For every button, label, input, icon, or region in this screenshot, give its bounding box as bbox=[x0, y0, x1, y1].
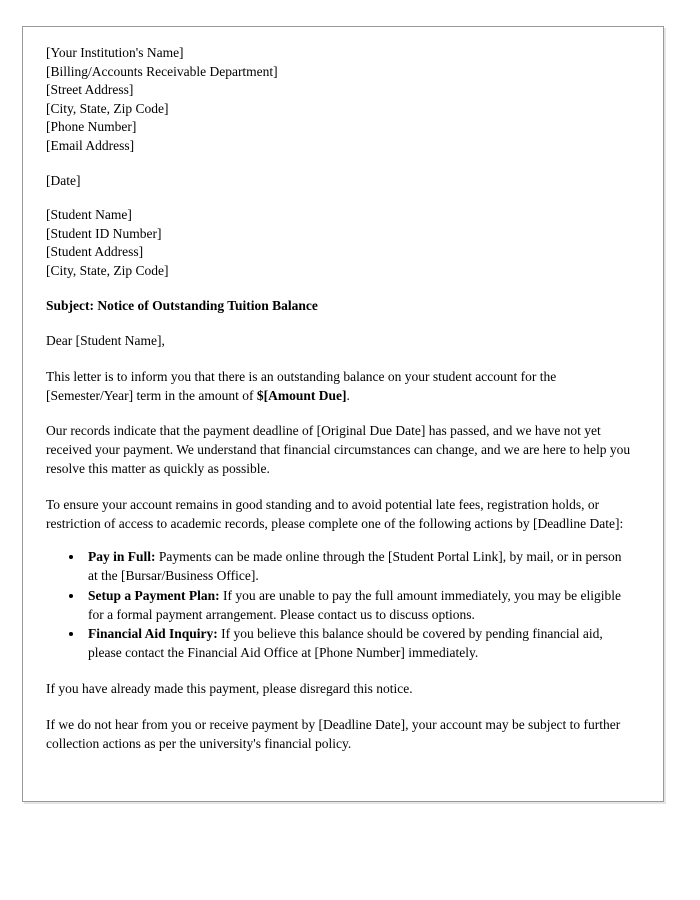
paragraph-deadline-passed: Our records indicate that the payment deadline of [Original Due Date] has passed, and we have not yet received your payment. We understand that financial circumstances can change, and we are here to help you resolve this matter as quickly as possible. bbox=[46, 423, 631, 476]
list-item bbox=[84, 548, 634, 586]
recipient-line: [City, State, Zip Code] bbox=[46, 262, 169, 278]
recipient-line: [Student Name] bbox=[46, 207, 132, 223]
sender-line: [Email Address] bbox=[46, 137, 135, 153]
paragraph-text: This letter is to inform you that there is an outstanding balance on your student account for the [Semester/Year] term in the amount of bbox=[46, 368, 557, 403]
action-label: Setup a Payment Plan: bbox=[88, 587, 220, 603]
paragraph-disregard-notice: If you have already made this payment, please disregard this notice. bbox=[46, 681, 413, 697]
recipient-line: [Student ID Number] bbox=[46, 225, 162, 241]
sender-line: [Billing/Accounts Receivable Department] bbox=[46, 63, 278, 79]
spacer bbox=[46, 190, 634, 206]
spacer bbox=[46, 156, 634, 172]
action-text: If you believe this balance should be covered by pending financial aid, please contact the Financial Aid Office at [Phone Number] immediately. bbox=[88, 626, 603, 661]
sender-line: [Your Institution's Name] bbox=[46, 45, 184, 60]
subject-line: Subject: Notice of Outstanding Tuition Balance bbox=[46, 297, 318, 313]
action-text: If you are unable to pay the full amount immediately, you may be eligible for a formal payment arrangement. Please contact us to discuss options. bbox=[88, 587, 622, 622]
salutation: Dear [Student Name], bbox=[46, 333, 165, 349]
letter-date: [Date] bbox=[46, 172, 81, 188]
paragraph-text-end: . bbox=[346, 387, 350, 403]
action-label: Financial Aid Inquiry: bbox=[88, 626, 218, 642]
paragraph-balance-notice bbox=[46, 368, 634, 406]
list-item bbox=[84, 587, 634, 625]
action-label: Pay in Full: bbox=[88, 549, 156, 565]
sender-line: [City, State, Zip Code] bbox=[46, 100, 169, 116]
amount-due: $[Amount Due] bbox=[256, 387, 347, 403]
list-item bbox=[84, 625, 634, 663]
recipient-line: [Student Address] bbox=[46, 244, 144, 260]
sender-line: [Phone Number] bbox=[46, 119, 137, 135]
sender-address-block bbox=[46, 44, 634, 156]
sender-line: [Street Address] bbox=[46, 82, 134, 98]
action-list bbox=[46, 548, 634, 663]
paragraph-required-actions: To ensure your account remains in good standing and to avoid potential late fees, registration holds, or restriction of access to academic records, please complete one of the following actions by [Deadline Date]: bbox=[46, 496, 624, 531]
recipient-address-block bbox=[46, 206, 634, 280]
letter-body bbox=[46, 44, 634, 753]
action-text: Payments can be made online through the [Student Portal Link], by mail, or in person at the [Bursar/Business Office]. bbox=[88, 549, 622, 584]
paragraph-collection-warning: If we do not hear from you or receive payment by [Deadline Date], your account may be subject to further collection actions as per the university's financial policy. bbox=[46, 716, 621, 751]
